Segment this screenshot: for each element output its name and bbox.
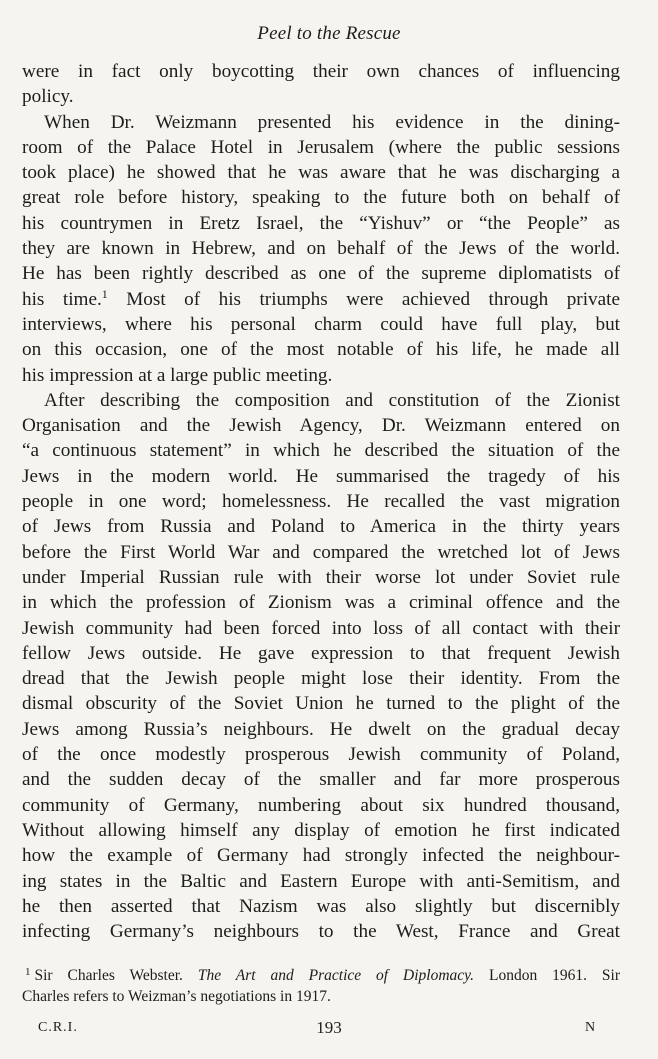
footnote-book-title: The Art and Practice of Diplomacy.: [197, 967, 475, 984]
signature-mark: C.R.I.: [38, 1020, 78, 1035]
text-line: and the sudden decay of the smaller and far more prosperous: [22, 769, 620, 791]
text-line: took place) he showed that he was aware that he was discharging a: [22, 162, 620, 184]
text-line: He has been rightly described as one of the supreme diplomatists of: [22, 263, 620, 285]
text-line: of the once modestly prosperous Jewish community of Poland,: [22, 744, 620, 766]
text-line: policy.: [22, 86, 74, 108]
text-line: his countrymen in Eretz Israel, the “Yishuv” or “the People” as: [22, 212, 620, 234]
text-line: interviews, where his personal charm could have full play, but: [22, 313, 620, 335]
footnote-reference: 1: [101, 286, 108, 301]
text-line: his impression at a large public meeting.: [22, 364, 333, 386]
text-line: Jews in the modern world. He summarised the tragedy of his: [22, 465, 620, 487]
text-line: how the example of Germany had strongly infected the neighbour-: [22, 845, 620, 867]
footnote-line: [22, 965, 620, 986]
footnote-mark: 1: [25, 966, 31, 978]
text-line: fellow Jews outside. He gave expression to that frequent Jewish: [22, 642, 620, 664]
text-line: Organisation and the Jewish Agency, Dr. Weizmann entered on: [22, 415, 620, 437]
text-line: Jewish community had been forced into loss of all contact with their: [22, 617, 620, 639]
text-line: on this occasion, one of the most notable of his life, he made all: [22, 339, 620, 361]
text-line: “a continuous statement” in which he described the situation of the: [22, 440, 620, 462]
text-line-with-footnote-ref: [22, 287, 620, 312]
page-number: 193: [316, 1018, 342, 1037]
text-line: they are known in Hebrew, and on behalf of the Jews of the world.: [22, 238, 620, 260]
text-line: in which the profession of Zionism was a criminal offence and the: [22, 592, 620, 614]
text-line: before the First World War and compared the wretched lot of Jews: [22, 541, 620, 563]
footnote-publication: London 1961. Sir: [488, 967, 621, 984]
text-line: people in one word; homelessness. He recalled the vast migration: [22, 491, 620, 513]
text-line: were in fact only boycotting their own chances of influencing: [22, 61, 620, 82]
text-line: community of Germany, numbering about six hundred thousand,: [22, 794, 620, 816]
text-line: under Imperial Russian rule with their worse lot under Soviet rule: [22, 566, 620, 588]
page-footer: [0, 1016, 658, 1040]
text-segment: Most of his triumphs were achieved through private: [107, 288, 620, 310]
footnote-author: Sir Charles Webster.: [34, 967, 183, 984]
text-line: of Jews from Russia and Poland to America in the thirty years: [22, 516, 620, 538]
text-line: room of the Palace Hotel in Jerusalem (where the public sessions: [22, 136, 620, 158]
paragraph-start-line: After describing the composition and constitution of the Zionist: [44, 389, 620, 411]
text-line: Jews among Russia’s neighbours. He dwelt on the gradual decay: [22, 718, 620, 740]
body-text: [22, 59, 620, 944]
text-line: he then asserted that Nazism was also slightly but discernibly: [22, 895, 620, 917]
running-head: Peel to the Rescue: [257, 23, 401, 44]
text-line: dread that the Jewish people might lose their identity. From the: [22, 668, 620, 690]
gathering-letter: N: [585, 1020, 596, 1035]
paragraph-start-line: When Dr. Weizmann presented his evidence in the dining-: [44, 111, 620, 133]
text-line: Without allowing himself any display of emotion he first indicated: [22, 819, 620, 841]
text-line: ing states in the Baltic and Eastern Europe with anti-Semitism, and: [22, 870, 620, 892]
text-segment: his time.: [22, 288, 102, 310]
footnote-line: Charles refers to Weizman’s negotiations in 1917.: [22, 988, 331, 1005]
text-line: dismal obscurity of the Soviet Union he turned to the plight of the: [22, 693, 620, 715]
footnote: [22, 965, 620, 1007]
text-line: infecting Germany’s neighbours to the West, France and Great: [22, 921, 620, 943]
text-line: great role before history, speaking to the future both on behalf of: [22, 187, 620, 209]
